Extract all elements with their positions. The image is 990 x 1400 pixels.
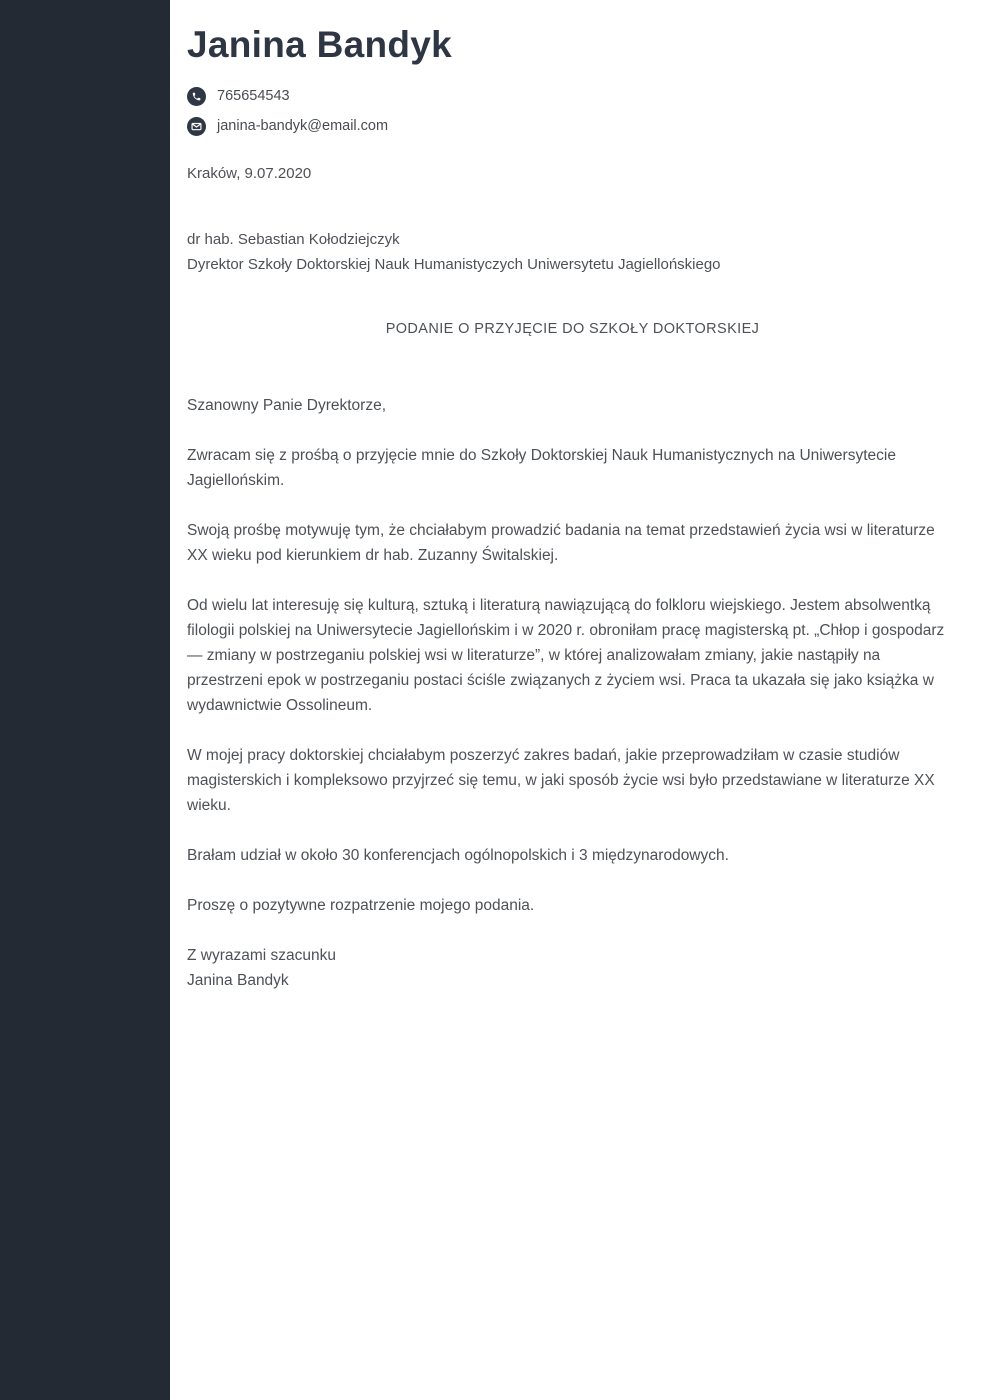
letter-subject: PODANIE O PRZYJĘCIE DO SZKOŁY DOKTORSKIEJ xyxy=(385,320,760,337)
recipient-block xyxy=(187,227,958,277)
recipient-name: dr hab. Sebastian Kołodziejczyk xyxy=(187,230,400,248)
letter-body xyxy=(187,393,958,918)
closing-block xyxy=(187,943,958,993)
paragraph: W mojej pracy doktorskiej chciałabym poszerzyć zakres badań, jakie przeprowadziłam w czasie studiów magisterskich i kompleksowo przyjrzeć się temu, w jaki sposób życie wsi było przedstawiane w literaturze XX wieku. xyxy=(187,746,935,814)
signature: Janina Bandyk xyxy=(187,971,289,989)
email-address: janina-bandyk@email.com xyxy=(217,118,389,135)
contact-phone-row xyxy=(187,87,958,106)
contact-block xyxy=(187,87,958,136)
letter-content xyxy=(170,0,990,1400)
phone-number: 765654543 xyxy=(217,88,290,105)
paragraph: Proszę o pozytywne rozpatrzenie mojego podania. xyxy=(187,896,535,914)
closing-phrase: Z wyrazami szacunku xyxy=(187,946,337,964)
sidebar-accent-panel xyxy=(0,0,170,1400)
phone-icon xyxy=(187,87,206,106)
contact-email-row xyxy=(187,117,958,136)
paragraph: Swoją prośbę motywuję tym, że chciałabym prowadzić badania na temat przedstawień życia wsi w literaturze XX wieku pod kierunkiem dr hab. Zuzanny Świtalskiej. xyxy=(187,521,935,564)
recipient-title: Dyrektor Szkoły Doktorskiej Nauk Humanistyczych Uniwersytetu Jagiellońskiego xyxy=(187,255,721,273)
paragraph: Zwracam się z prośbą o przyjęcie mnie do Szkoły Doktorskiej Nauk Humanistycznych na Uniwersytecie Jagiellońskim. xyxy=(187,446,896,489)
page-title: Janina Bandyk xyxy=(187,24,453,65)
email-icon xyxy=(187,117,206,136)
paragraph: Brałam udział w około 30 konferencjach ogólnopolskich i 3 międzynarodowych. xyxy=(187,846,729,864)
paragraph: Od wielu lat interesuję się kulturą, sztuką i literaturą nawiązującą do folkloru wiejskiego. Jestem absolwentką filologii polskiej na Uniwersytecie Jagiellońskim i w 2020 r. obroniłam pracę magisterską pt. „Chłop i gospodarz — zmiany w postrzeganiu polskiej wsi w literaturze”, w której analizowałam zmiany, jakie nastąpiły na przestrzeni epok w postrzeganiu postaci ściśle związanych z życiem wsi. Praca ta ukazała się jako książka w wydawnictwie Ossolineum. xyxy=(187,596,945,714)
salutation: Szanowny Panie Dyrektorze, xyxy=(187,396,387,414)
place-and-date: Kraków, 9.07.2020 xyxy=(187,164,312,182)
